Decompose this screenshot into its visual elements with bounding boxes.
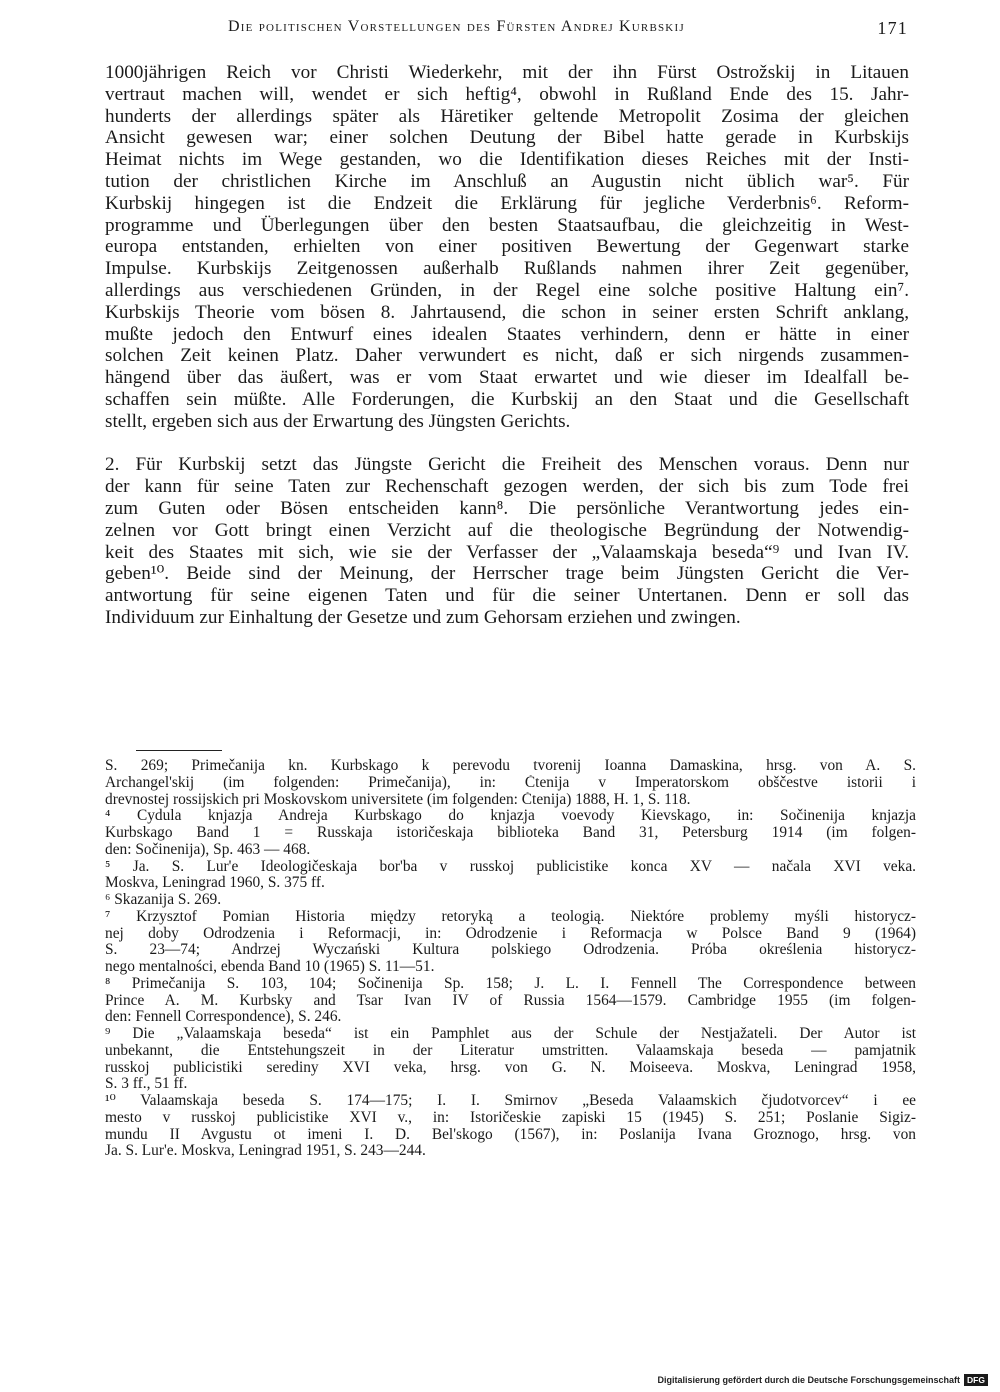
footnote-line: S. 269; Primečanija kn. Kurbskago k perevodu tvorenij Ioanna Damaskina, hrsg. von A. S. <box>105 758 916 774</box>
footnote-line: Prince A. M. Kurbsky and Tsar Ivan IV of Russia 1564—1579. Cambridge 1955 (im folgen- <box>105 992 916 1009</box>
page-number: 171 <box>877 18 908 38</box>
footnote-line: drevnostej rossijskich pri Moskovskom universitete (im folgenden: Čtenija) 1888, H. 1, S. 118. <box>105 791 691 808</box>
running-header <box>228 18 908 44</box>
body-line: vertraut machen will, wendet er sich heftig⁴, obwohl in Rußland Ende des 15. Jahr- <box>105 83 909 105</box>
footnote-line: Kurbskago Band 1 = Russkaja istoričeskaja biblioteka Band 31, Petersburg 1914 (im folgen- <box>105 825 916 841</box>
paragraph-gap <box>105 433 909 455</box>
footnote-line: den: Sočinenija), Sp. 463 — 468. <box>105 841 311 858</box>
dfg-logo: DFG <box>964 1374 988 1386</box>
body-line: allerdings aus verschiedenen Gründen, in der Regel eine solche positive Haltung ein⁷. <box>105 279 909 301</box>
footnote-line: ⁸ Primečanija S. 103, 104; Sočinenija Sp. 158; J. L. I. Fennell The Correspondence between <box>105 975 916 992</box>
digitization-footer <box>657 1374 988 1386</box>
footnote-line: den: Fennell Correspondence), S. 246. <box>105 1009 342 1026</box>
body-line: tution der christlichen Kirche im Anschluß an Augustin nicht üblich war⁵. Für <box>105 170 909 192</box>
body-line: Ansicht gewesen war; einer solchen Deutung der Bibel hatte gerade in Kurbskijs <box>105 127 909 149</box>
body-line: europa entstanden, erhielten von einer positiven Bewertung der Gegenwart starke <box>105 236 909 258</box>
footnotes <box>105 758 916 1160</box>
body-line: hängend über das äußert, was er vom Staat erwartet und wie dieser im Idealfall be- <box>105 367 909 389</box>
body-line: Impulse. Kurbskijs Zeitgenossen außerhalb Rußlands nahmen ihrer Zeit gegenüber, <box>105 258 909 280</box>
body-line: antwortung für seine eigenen Taten und für die seiner Untertanen. Denn er soll das <box>105 585 909 607</box>
body-line: Heimat nichts im Wege gestanden, wo die Identifikation dieses Reiches mit der Insti- <box>105 149 909 171</box>
footnote-line: mesto v russkoj publicistike XVI v., in: Istoričeskie zapiski 15 (1945) S. 251; Poslanie Sigiz- <box>105 1109 916 1126</box>
footnote-line: ⁶ Skazanija S. 269. <box>105 892 222 908</box>
body-line: 2. Für Kurbskij setzt das Jüngste Gericht die Freiheit des Menschen voraus. Denn nur <box>105 454 909 476</box>
body-line: keit des Staates mit sich, wie sie der Verfasser der „Valaamskaja beseda“⁹ und Ivan IV. <box>105 541 909 563</box>
body-line: mußte jedoch den Entwurf eines idealen Staates verhindern, denn er hätte in einer <box>105 323 909 345</box>
body-line: 1000jährigen Reich vor Christi Wiederkehr, mit der ihn Fürst Ostrožskij in Litauen <box>105 62 909 83</box>
footnote-line: Ja. S. Lur'e. Moskva, Leningrad 1951, S. 243—244. <box>105 1143 426 1160</box>
body-line: Kurbskij hingegen ist die Endzeit die Erklärung für jegliche Verderbnis⁶. Reform- <box>105 192 909 214</box>
body-line: Individuum zur Einhaltung der Gesetze und zum Gehorsam erziehen und zwingen. <box>105 606 741 628</box>
body-line: stellt, ergeben sich aus der Erwartung des Jüngsten Gerichts. <box>105 410 571 432</box>
body-line: zum Guten oder Bösen entscheiden kann⁸. Die persönliche Verantwortung jedes ein- <box>105 497 909 519</box>
footnote-line: S. 23—74; Andrzej Wyczański Kultura polskiego Odrodzenia. Próba określenia historycz- <box>105 942 916 959</box>
footnote-separator <box>136 750 222 751</box>
footnote-line: ¹⁰ Valaamskaja beseda S. 174—175; I. I. Smirnov „Beseda Valaamskich čjudotvorcev“ i ee <box>105 1093 916 1109</box>
body-line: Kurbskijs Theorie vom bösen 8. Jahrtausend, die schon in seiner ersten Schrift anklang, <box>105 301 909 323</box>
body-line: solchen Zeit keinen Platz. Daher verwundert es nicht, daß er sich nirgends zusammen- <box>105 345 909 367</box>
footnote-line: ⁴ Cydula knjazja Andreja Kurbskago do knjazja voevody Kievskago, in: Sočinenija knjazja <box>105 808 916 825</box>
footnote-line: S. 3 ff., 51 ff. <box>105 1076 188 1093</box>
footnote-line: nego mentalności, ebenda Band 10 (1965) S. 11—51. <box>105 959 435 975</box>
footnote-line: nej doby Odrodzenia i Reformacji, in: Odrodzenie i Reformacja w Polsce Band 9 (1964) <box>105 925 916 942</box>
body-line: der kann für seine Taten zur Rechenschaft gezogen werden, der sich bis zum Tode frei <box>105 476 909 498</box>
footnote-line: Moskva, Leningrad 1960, S. 375 ff. <box>105 875 325 892</box>
body-line: programme und Überlegungen über den besten Staatsaufbau, die gleichzeitig in West- <box>105 214 909 236</box>
body-line: hunderts der allerdings später als Häretiker geltende Metropolit Zosima der gleichen <box>105 105 909 127</box>
body-line: schaffen sein müßte. Alle Forderungen, die Kurbskij an den Staat und die Gesellschaft <box>105 388 909 410</box>
footnote-line: ⁹ Die „Valaamskaja beseda“ ist ein Pamphlet aus der Schule der Nestjažateli. Der Autor ist <box>105 1026 916 1042</box>
footnote-line: russkoj publicistiki serediny XVI veka, hrsg. von G. N. Moiseeva. Moskva, Leningrad 1958, <box>105 1059 916 1076</box>
footnote-line: unbekannt, die Entstehungszeit in der Literatur umstritten. Valaamskaja beseda — pamjatnik <box>105 1042 916 1059</box>
body-line: geben¹⁰. Beide sind der Meinung, der Herrscher trage beim Jüngsten Gericht die Ver- <box>105 563 909 585</box>
footnote-line: mundu II Avgustu ot imeni I. D. Bel'skogo (1567), in: Poslanija Ivana Groznogo, hrsg. von <box>105 1126 916 1143</box>
footnote-line: Archangel'skij (im folgenden: Primečanija), in: Čtenija v Imperatorskom obščestve istorii i <box>105 774 916 791</box>
body-text <box>105 62 909 629</box>
footnote-line: ⁵ Ja. S. Lur'e Ideologičeskaja bor'ba v russkoj publicistike konca XV — načala XVI veka. <box>105 858 916 875</box>
footnote-line: ⁷ Krzysztof Pomian Historia między retoryką a teologią. Niektóre problemy myśli historycz- <box>105 908 916 925</box>
body-line: zelnen vor Gott bringt einen Verzicht auf die theologische Begründung der Notwendig- <box>105 519 909 541</box>
running-title: Die politischen Vorstellungen des Fürsten Andrej Kurbskij <box>228 18 685 35</box>
funding-credit: Digitalisierung gefördert durch die Deutsche Forschungsgemeinschaft <box>657 1375 961 1385</box>
